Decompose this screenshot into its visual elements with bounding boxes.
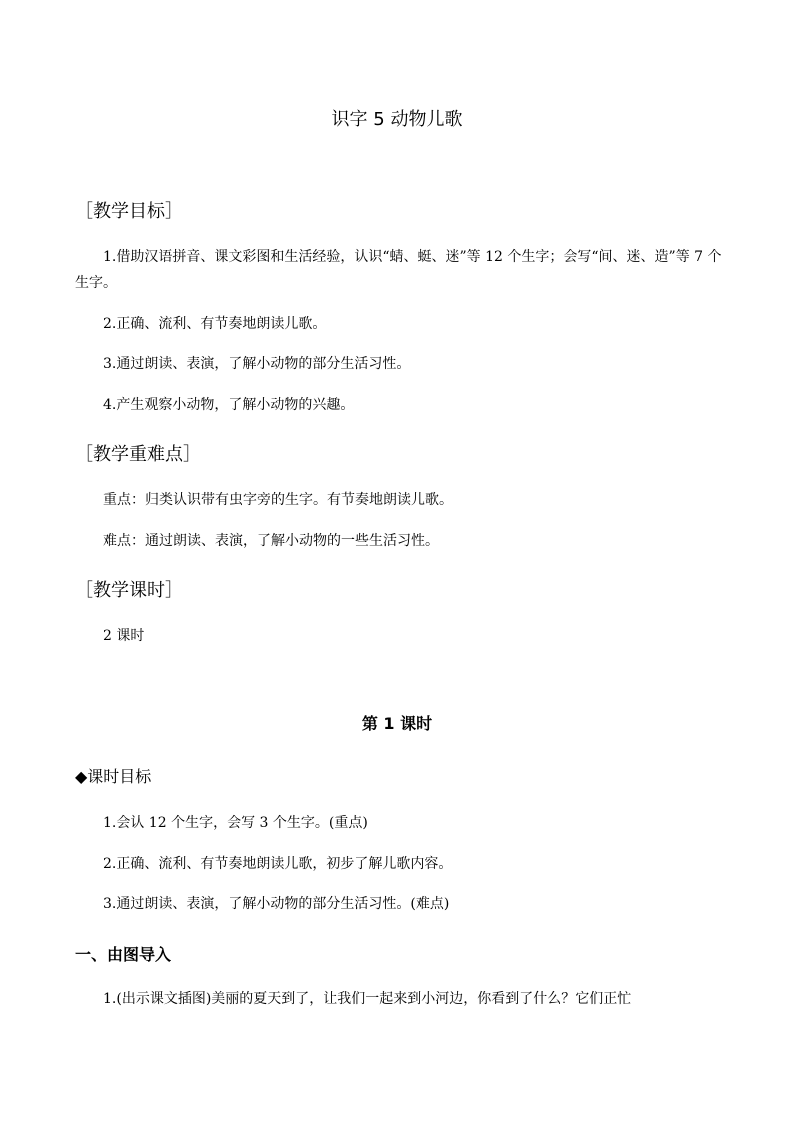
lesson1-goal-3: 3.通过朗读、表演，了解小动物的部分生活习性。(难点) — [103, 896, 450, 912]
goal-item-4: 4.产生观察小动物，了解小动物的兴趣。 — [103, 397, 355, 413]
goal-item-1: 1.借助汉语拼音、课文彩图和生活经验，认识“蜻、蜓、迷”等 12 个生字；会写“间、迷、造”等 7 个生字。 — [75, 249, 722, 291]
lesson1-heading: 第 1 课时 — [361, 714, 433, 733]
lesson1-goal-2: 2.正确、流利、有节奏地朗读儿歌，初步了解儿歌内容。 — [103, 856, 453, 872]
keypoint-item-2: 难点：通过朗读、表演，了解小动物的一些生活习性。 — [103, 533, 439, 549]
part1-item-1: 1.(出示课文插图)美丽的夏天到了，让我们一起来到小河边，你看到了什么？它们正忙 — [103, 991, 632, 1007]
lesson1-goal-1: 1.会认 12 个生字，会写 3 个生字。(重点) — [103, 815, 368, 831]
heading-teaching-hours: ［教学课时］ — [75, 580, 183, 601]
keypoint-item-1: 重点：归类认识带有虫字旁的生字。有节奏地朗读儿歌。 — [103, 492, 453, 508]
page-title: 识字 5 动物儿歌 — [331, 109, 463, 130]
heading-key-points: ［教学重难点］ — [75, 444, 201, 465]
goal-item-2: 2.正确、流利、有节奏地朗读儿歌。 — [103, 316, 327, 332]
part1-heading: 一、由图导入 — [75, 945, 172, 964]
goal-item-3: 3.通过朗读、表演，了解小动物的部分生活习性。 — [103, 356, 411, 372]
teaching-hours-value: 2 课时 — [103, 628, 145, 644]
lesson1-goals-heading: ◆课时目标 — [75, 767, 152, 786]
heading-teaching-goals: ［教学目标］ — [75, 201, 183, 222]
